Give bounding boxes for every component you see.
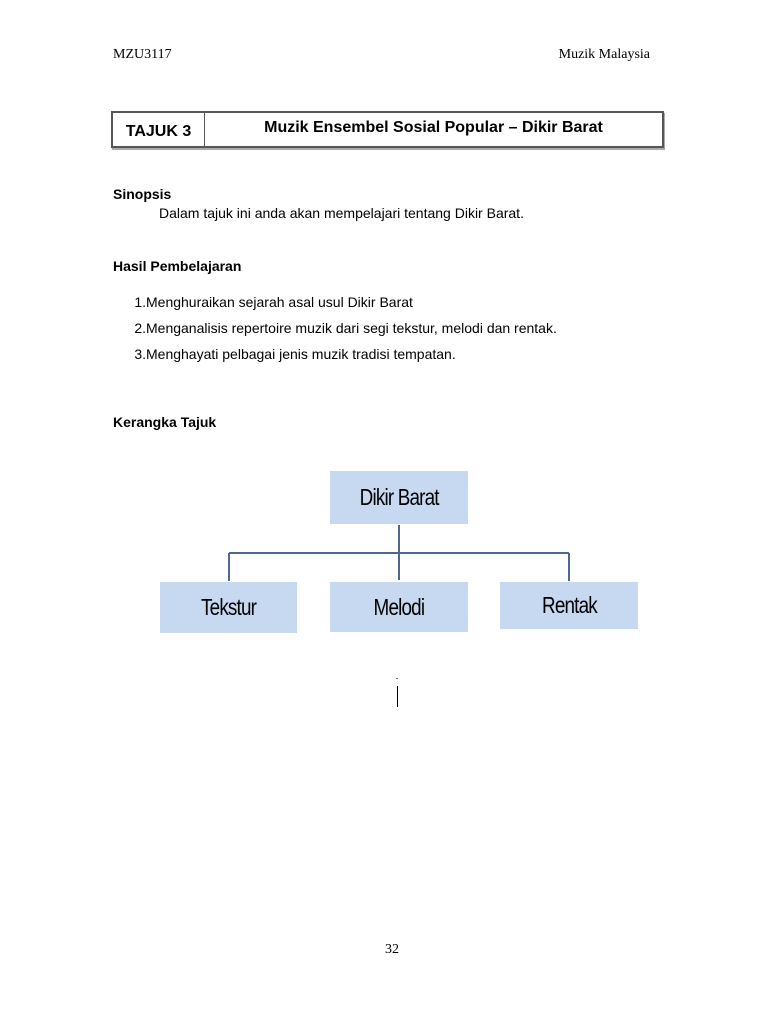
text-cursor-mark (397, 686, 398, 707)
framework-root-node (330, 471, 468, 524)
framework-child-label: Rentak (541, 592, 597, 618)
list-item-number: 1. (134, 294, 146, 310)
synopsis-text: Dalam tajuk ini anda akan mempelajari tentang Dikir Barat. (159, 205, 524, 221)
framework-child-node (500, 582, 638, 629)
framework-child-node (330, 582, 468, 632)
framework-child-label: Tekstur (200, 594, 257, 620)
course-code: MZU3117 (113, 47, 172, 62)
framework-heading: Kerangka Tajuk (113, 414, 217, 430)
stray-mark (396, 678, 398, 679)
course-name: Muzik Malaysia (558, 47, 650, 62)
list-item-number: 3. (134, 346, 146, 362)
list-item-number: 2. (134, 320, 146, 336)
topic-number: TAJUK 3 (113, 113, 205, 146)
framework-child-node (160, 582, 297, 633)
list-item-text: Menghuraikan sejarah asal usul Dikir Barat (146, 294, 413, 310)
synopsis-heading: Sinopsis (113, 186, 172, 202)
framework-child-label: Melodi (373, 593, 425, 620)
topic-title: Muzik Ensembel Sosial Popular – Dikir Barat (264, 118, 603, 136)
framework-root-label: Dikir Barat (359, 484, 439, 510)
page-number: 32 (385, 942, 399, 957)
list-item-text: Menganalisis repertoire muzik dari segi tekstur, melodi dan rentak. (146, 320, 557, 336)
list-item-text: Menghayati pelbagai jenis muzik tradisi tempatan. (146, 346, 456, 362)
learning-outcomes-heading: Hasil Pembelajaran (113, 258, 242, 274)
